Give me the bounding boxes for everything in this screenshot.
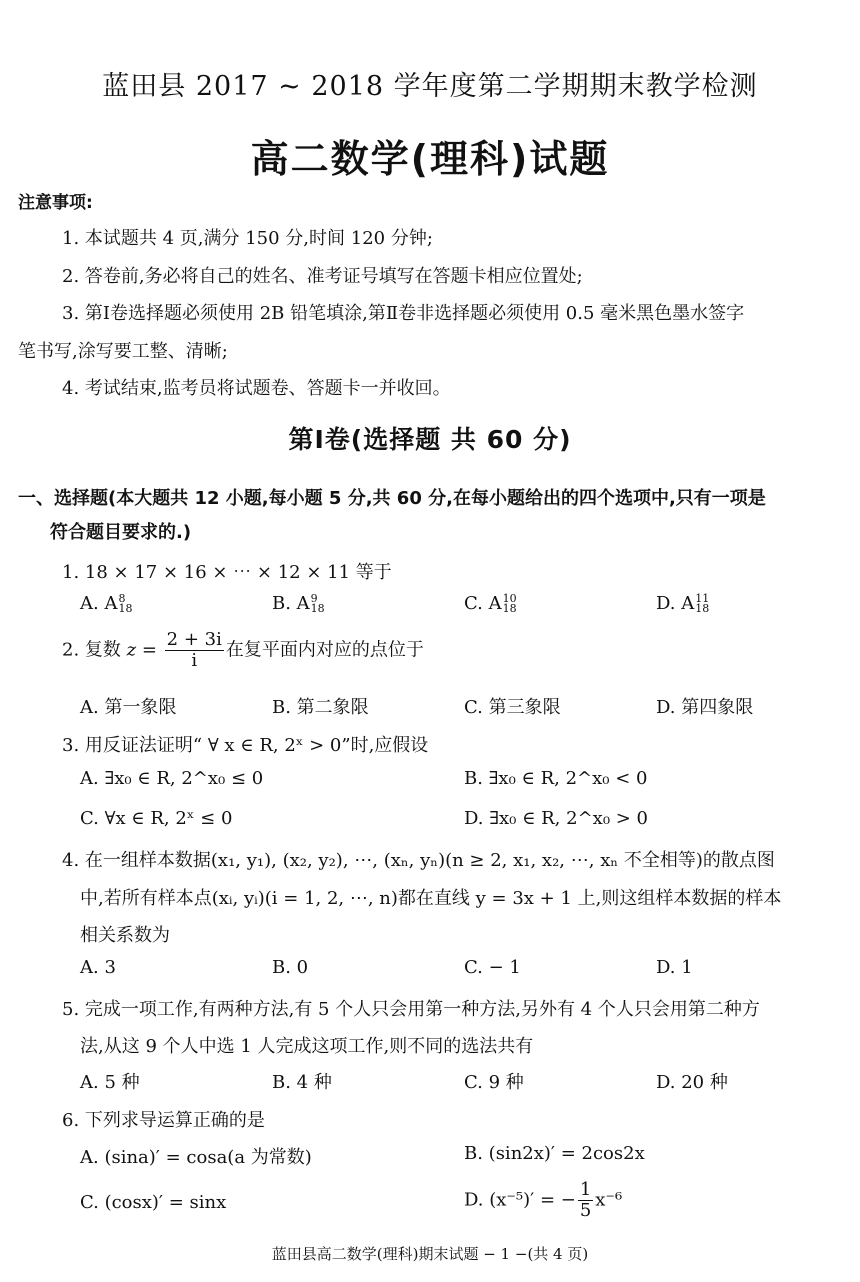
page-footer: 蓝田县高二数学(理科)期末试题 − 1 −(共 4 页)	[271, 1245, 589, 1263]
fraction: $\frac{2 + 3i}{i}$	[166, 629, 222, 671]
question-1-option-a: A. A 8 18	[80, 592, 133, 615]
question-1-option-c: C. A 10 18	[464, 592, 517, 615]
notice-item-3: 3. 第Ⅰ卷选择题必须使用 2B 铅笔填涂,第Ⅱ卷非选择题必须使用 0.5 毫米黑色墨水签字	[62, 303, 745, 324]
question-4-option-d: D. 1	[656, 957, 693, 978]
question-4-line-1: 4. 在一组样本数据(x₁, y₁), (x₂, y₂), ⋯, (xₙ, yₙ)(n ≥ 2, x₁, x₂, ⋯, xₙ 不全相等)的散点图	[62, 850, 775, 871]
question-3-option-c: C. ∀x ∈ R, 2ˣ ≤ 0	[80, 808, 233, 829]
question-6-option-c: C. (cosx)′ = sinx	[80, 1192, 227, 1213]
question-1-option-b: B. A 9 18	[272, 592, 325, 615]
part-heading: 一、选择题(本大题共 12 小题,每小题 5 分,共 60 分,在每小题给出的四个选项中,只有一项是	[18, 488, 766, 509]
question-5-option-d: D. 20 种	[656, 1072, 728, 1093]
notice-item-1: 1. 本试题共 4 页,满分 150 分,时间 120 分钟;	[62, 228, 433, 249]
question-4-option-c: C. − 1	[464, 957, 521, 978]
question-4-line-2: 中,若所有样本点(xᵢ, yᵢ)(i = 1, 2, ⋯, n)都在直线 y = 3x + 1 上,则这组样本数据的样本	[80, 888, 782, 909]
question-2-option-b: B. 第二象限	[272, 697, 369, 718]
question-5-option-a: A. 5 种	[80, 1072, 140, 1093]
question-5-line-2: 法,从这 9 个人中选 1 人完成这项工作,则不同的选法共有	[80, 1036, 534, 1057]
section-title: 第Ⅰ卷(选择题 共 60 分)	[288, 425, 572, 454]
question-5-option-c: C. 9 种	[464, 1072, 524, 1093]
question-6-option-d: D. (x⁻⁵)′ = − $\frac{1}{5}$ x⁻⁶	[464, 1179, 623, 1221]
question-1-option-d: D. A 11 18	[656, 592, 710, 615]
question-3-option-a: A. ∃x₀ ∈ R, 2^x₀ ≤ 0	[80, 768, 264, 789]
question-4-line-3: 相关系数为	[80, 925, 170, 946]
notice-item-2: 2. 答卷前,务必将自己的姓名、准考证号填写在答题卡相应位置处;	[62, 266, 583, 287]
question-6-option-b: B. (sin2x)′ = 2cos2x	[464, 1143, 645, 1164]
question-4-option-b: B. 0	[272, 957, 309, 978]
question-6-option-a: A. (sina)′ = cosa(a 为常数)	[80, 1147, 312, 1168]
part-heading-continued: 符合题目要求的.)	[50, 522, 192, 543]
notice-heading: 注意事项:	[18, 193, 93, 213]
notice-item-3-continued: 笔书写,涂写要工整、清晰;	[18, 341, 228, 362]
notice-item-4: 4. 考试结束,监考员将试题卷、答题卡一并收回。	[62, 378, 451, 399]
question-3-option-b: B. ∃x₀ ∈ R, 2^x₀ < 0	[464, 768, 648, 789]
exam-title: 高二数学(理科)试题	[250, 137, 610, 181]
question-2-option-c: C. 第三象限	[464, 697, 561, 718]
question-6-stem: 6. 下列求导运算正确的是	[62, 1110, 265, 1131]
question-3-stem: 3. 用反证法证明“ ∀ x ∈ R, 2ˣ > 0”时,应假设	[62, 735, 429, 756]
question-5-option-b: B. 4 种	[272, 1072, 332, 1093]
question-5-line-1: 5. 完成一项工作,有两种方法,有 5 个人只会用第一种方法,另外有 4 个人只会用第二种方	[62, 999, 760, 1020]
question-3-option-d: D. ∃x₀ ∈ R, 2^x₀ > 0	[464, 808, 649, 829]
question-2-stem: 2. 复数 z = $\frac{2 + 3i}{i}$ 在复平面内对应的点位于	[62, 629, 424, 671]
school-title: 蓝田县 2017 ~ 2018 学年度第二学期期末教学检测	[102, 71, 758, 102]
question-4-option-a: A. 3	[80, 957, 116, 978]
question-1-stem: 1. 18 × 17 × 16 × ⋯ × 12 × 11 等于	[62, 562, 392, 583]
question-2-option-d: D. 第四象限	[656, 697, 754, 718]
fraction: $\frac{1}{5}$	[579, 1179, 592, 1221]
question-2-option-a: A. 第一象限	[80, 697, 177, 718]
